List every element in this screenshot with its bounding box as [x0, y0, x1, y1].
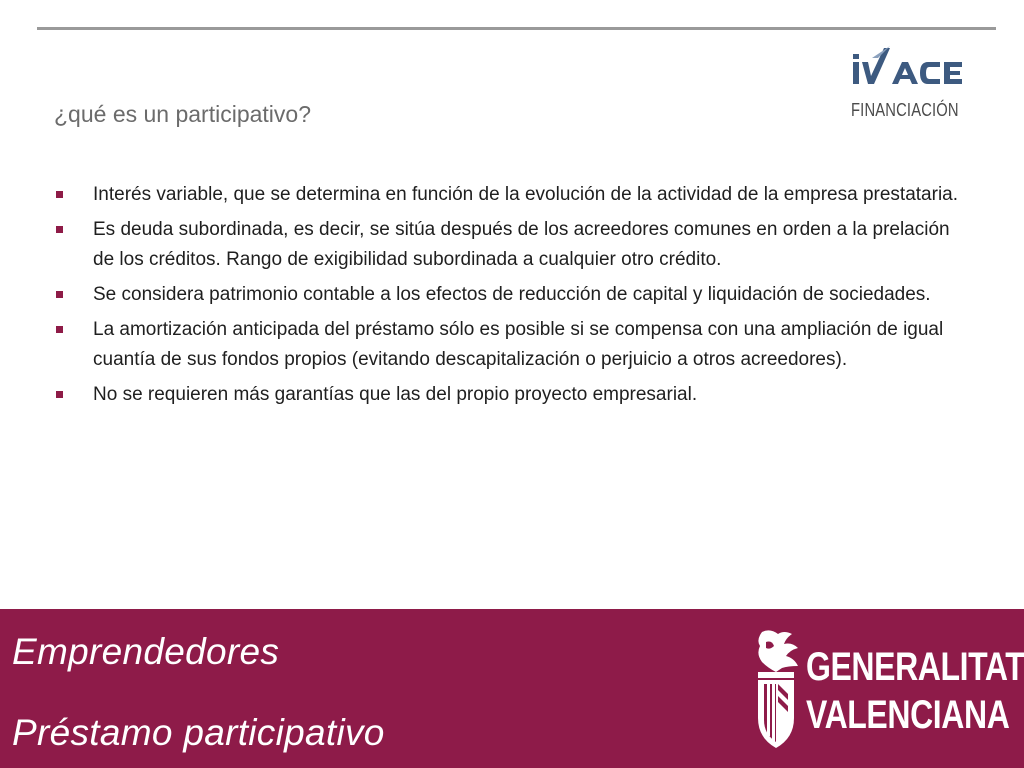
logo-subtitle: FINANCIACIÓN: [851, 100, 959, 120]
bullet-text: Interés variable, que se determina en función de la evolución de la actividad de la empresa prestataria.: [93, 184, 959, 205]
square-bullet-icon: [56, 291, 63, 298]
bullet-item: [54, 280, 964, 310]
square-bullet-icon: [56, 191, 63, 198]
bullet-item: [54, 180, 964, 210]
square-bullet-icon: [56, 391, 63, 398]
footer-subtitle: Préstamo participativo: [12, 712, 385, 753]
brand-name-line1: GENERALITAT: [806, 645, 1024, 689]
top-divider: [37, 27, 996, 30]
brand-name-line2: VALENCIANA: [806, 693, 1010, 737]
bullet-item: [54, 315, 964, 375]
bullet-text: Se considera patrimonio contable a los efectos de reducción de capital y liquidación de sociedades.: [93, 284, 931, 305]
svg-text:IVACE: IVACE: [849, 46, 852, 47]
slide-title: ¿qué es un participativo?: [54, 101, 311, 127]
bullet-item: [54, 380, 964, 410]
footer-section-title: Emprendedores: [12, 631, 280, 672]
bullet-list: [54, 180, 964, 415]
square-bullet-icon: [56, 326, 63, 333]
bullet-item: [54, 215, 964, 275]
bullet-text: La amortización anticipada del préstamo sólo es posible si se compensa con una ampliación de igual cuantía de sus fondos propios (evitando descapitalización o perjuicio a otros acreedores).: [93, 319, 944, 370]
bullet-text: No se requieren más garantías que las del propio proyecto empresarial.: [93, 384, 698, 405]
ivace-logo-mark: [848, 44, 998, 100]
generalitat-emblem-icon: [748, 628, 804, 752]
square-bullet-icon: [56, 226, 63, 233]
bullet-text: Es deuda subordinada, es decir, se sitúa después de los acreedores comunes en orden a la prelación de los créditos. Rango de exigibilidad subordinada a cualquier otro crédito.: [93, 219, 950, 270]
